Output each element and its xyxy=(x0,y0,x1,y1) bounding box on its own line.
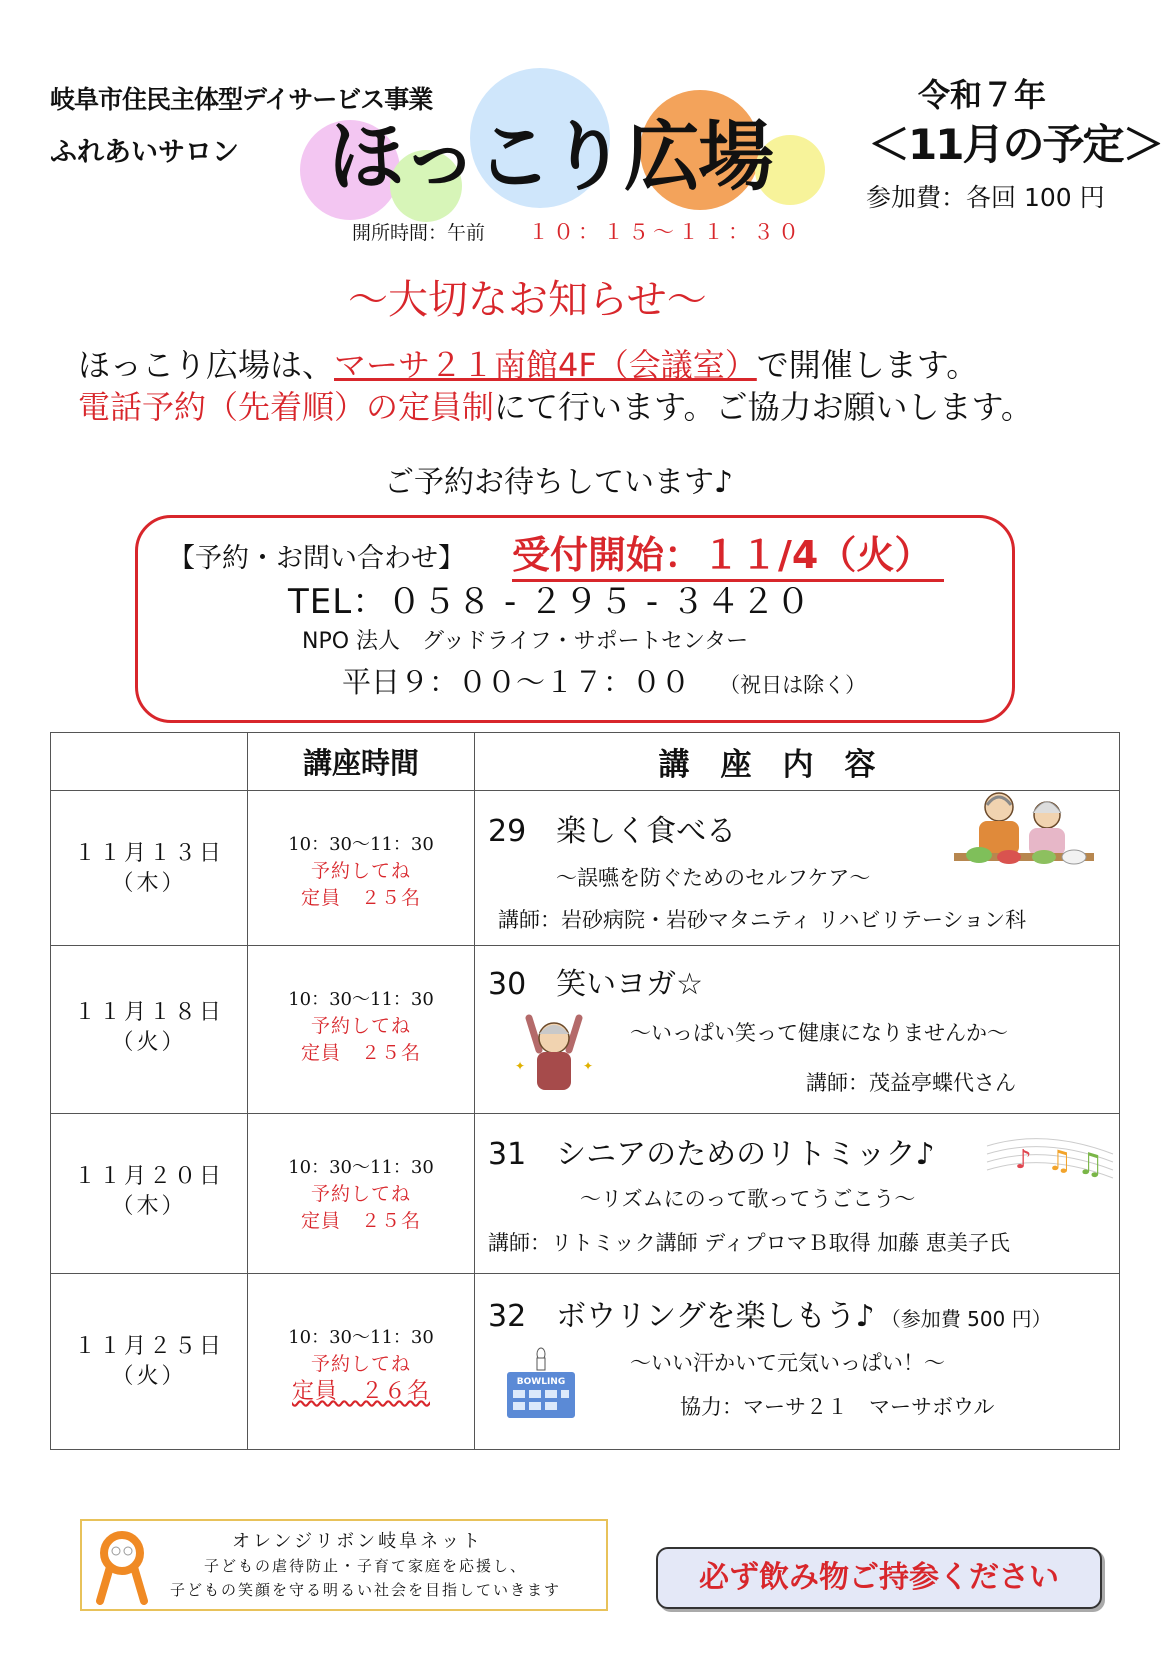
course-subtitle: ～リズムにのって歌ってうごこう～ xyxy=(580,1187,916,1211)
notice-heading: ～大切なお知らせ～ xyxy=(348,277,707,323)
weekday: （火） xyxy=(111,1030,187,1055)
tel-number: TEL：０５８ - ２９５ - ３４２０ xyxy=(288,582,811,622)
org-name: 岐阜市住民主体型デイサービス事業 xyxy=(50,85,433,114)
era-label: 令和７年 xyxy=(918,76,1047,114)
schedule-table xyxy=(50,732,1120,1450)
hours-value: １０：１５～１１：３０ xyxy=(528,220,803,244)
course-subtitle: ～いい汗かいて元気いっぱい！～ xyxy=(630,1351,945,1375)
table-row xyxy=(51,791,1120,946)
capacity: 定員 ２５名 xyxy=(300,887,421,909)
column-header-time: 講座時間 xyxy=(302,746,419,780)
course-subtitle: ～いっぱい笑って健康になりませんか～ xyxy=(630,1021,1008,1045)
svg-text:♪: ♪ xyxy=(1015,1145,1032,1175)
header-content-cell xyxy=(475,733,1120,791)
time: 10：30～11：30 xyxy=(288,1157,434,1178)
bowling-sign-text: BOWLING xyxy=(516,1377,566,1387)
venue-text: マーサ２１南館4F（会議室） xyxy=(334,346,757,384)
course-subtitle: ～誤嚥を防ぐためのセルフケア～ xyxy=(556,866,871,890)
course-fee-note: （参加費 500 円） xyxy=(880,1307,1052,1331)
reservation-note: 予約してね xyxy=(310,1183,411,1205)
date-cell xyxy=(51,1114,248,1274)
salon-name: ふれあいサロン xyxy=(50,137,239,168)
svg-text:♫: ♫ xyxy=(1077,1147,1104,1182)
notice-line-2-post: にて行います。ご協力お願いします。 xyxy=(494,388,1033,426)
weekday: （木） xyxy=(111,871,187,896)
notice-line-1-post: で開催します。 xyxy=(756,346,979,384)
reservation-note: 予約してね xyxy=(310,1015,411,1037)
reservation-note: 予約してね xyxy=(310,1353,411,1375)
orange-ribbon-icon xyxy=(92,1529,152,1605)
notice-line-1 xyxy=(78,340,978,386)
date-cell xyxy=(51,946,248,1114)
support-center-name: NPO 法人 グッドライフ・サポートセンター xyxy=(302,629,749,654)
orange-ribbon-box xyxy=(80,1519,608,1611)
office-hours-text: 平日９：００～１７：００ xyxy=(342,665,691,699)
column-header-content: 講 座 内 容 xyxy=(658,747,876,783)
content-cell xyxy=(475,1114,1120,1274)
table-header-row xyxy=(51,733,1120,791)
course-title: 29 楽しく食べる xyxy=(488,814,737,849)
bowling-building-icon xyxy=(501,1344,581,1424)
schedule-label: ＜11月の予定＞ xyxy=(868,120,1163,169)
date: １１月１３日 xyxy=(73,841,224,866)
table-row xyxy=(51,1114,1120,1274)
header-time-cell xyxy=(248,733,475,791)
elderly-couple-eating-icon xyxy=(949,785,1099,885)
waiting-text: ご予約お待ちしています♪ xyxy=(384,465,734,500)
capacity: 定員 ２５名 xyxy=(300,1042,421,1064)
course-title: 32 ボウリングを楽しもう♪ xyxy=(488,1299,875,1334)
time-cell xyxy=(248,946,475,1114)
page-title: ほっこり広場 xyxy=(328,112,772,201)
course-title: 30 笑いヨガ☆ xyxy=(488,967,704,1002)
course-instructor: 講師：茂益亭蝶代さん xyxy=(806,1071,1016,1095)
notice-line-1-pre: ほっこり広場は、 xyxy=(78,346,335,384)
time: 10：30～11：30 xyxy=(288,1327,434,1348)
cheering-grandma-icon xyxy=(509,1010,599,1100)
drink-notice: 必ず飲み物ご持参ください xyxy=(699,1560,1059,1595)
fee-label: 参加費：各回 100 円 xyxy=(866,183,1105,212)
svg-text:✦: ✦ xyxy=(515,1059,526,1073)
date: １１月２０日 xyxy=(73,1164,224,1189)
notice-line-2 xyxy=(78,382,1033,428)
svg-text:✦: ✦ xyxy=(583,1059,594,1073)
content-cell xyxy=(475,946,1120,1114)
time-cell xyxy=(248,1274,475,1450)
course-instructor: 講師：リトミック講師 ディプロマＢ取得 加藤 恵美子氏 xyxy=(488,1231,1010,1255)
reservation-label: 【予約・お問い合わせ】 xyxy=(168,543,465,574)
time-cell xyxy=(248,791,475,946)
content-cell xyxy=(475,791,1120,946)
content-cell xyxy=(475,1274,1120,1450)
table-row xyxy=(51,946,1120,1114)
time: 10：30～11：30 xyxy=(288,989,434,1010)
weekday: （木） xyxy=(111,1194,187,1219)
date: １１月２５日 xyxy=(73,1334,224,1359)
office-hours xyxy=(342,660,866,701)
course-instructor: 協力：マーサ２１ マーサボウル xyxy=(680,1395,995,1419)
reservation-system-text: 電話予約（先着順）の定員制 xyxy=(78,388,495,426)
ribbon-line-2: 子どもの笑顔を守る明るい社会を目指していきます xyxy=(170,1581,562,1599)
weekday: （火） xyxy=(111,1364,187,1389)
reception-start: 受付開始：１１/4（火） xyxy=(512,524,944,582)
music-notes-icon xyxy=(985,1126,1115,1198)
reservation-note: 予約してね xyxy=(310,860,411,882)
course-title: 31 シニアのためのリトミック♪ xyxy=(488,1137,935,1172)
capacity: 定員 ２６名 xyxy=(291,1379,430,1404)
date-cell xyxy=(51,1274,248,1450)
svg-text:♫: ♫ xyxy=(1047,1144,1073,1177)
time-cell xyxy=(248,1114,475,1274)
course-instructor: 講師：岩砂病院・岩砂マタニティ リハビリテーション科 xyxy=(498,908,1027,932)
hours-label: 開所時間：午前 xyxy=(352,222,486,244)
ribbon-line-1: 子どもの虐待防止・子育て家庭を応援し、 xyxy=(204,1557,528,1575)
capacity: 定員 ２５名 xyxy=(300,1210,421,1232)
header-blank-cell xyxy=(51,733,248,791)
date-cell xyxy=(51,791,248,946)
date: １１月１８日 xyxy=(73,1000,224,1025)
holiday-note: （祝日は除く） xyxy=(719,673,867,697)
drink-notice-box xyxy=(656,1547,1102,1609)
time: 10：30～11：30 xyxy=(288,834,434,855)
ribbon-title: オレンジリボン岐阜ネット xyxy=(232,1531,484,1552)
course-title-line xyxy=(476,1291,1118,1335)
table-row xyxy=(51,1274,1120,1450)
